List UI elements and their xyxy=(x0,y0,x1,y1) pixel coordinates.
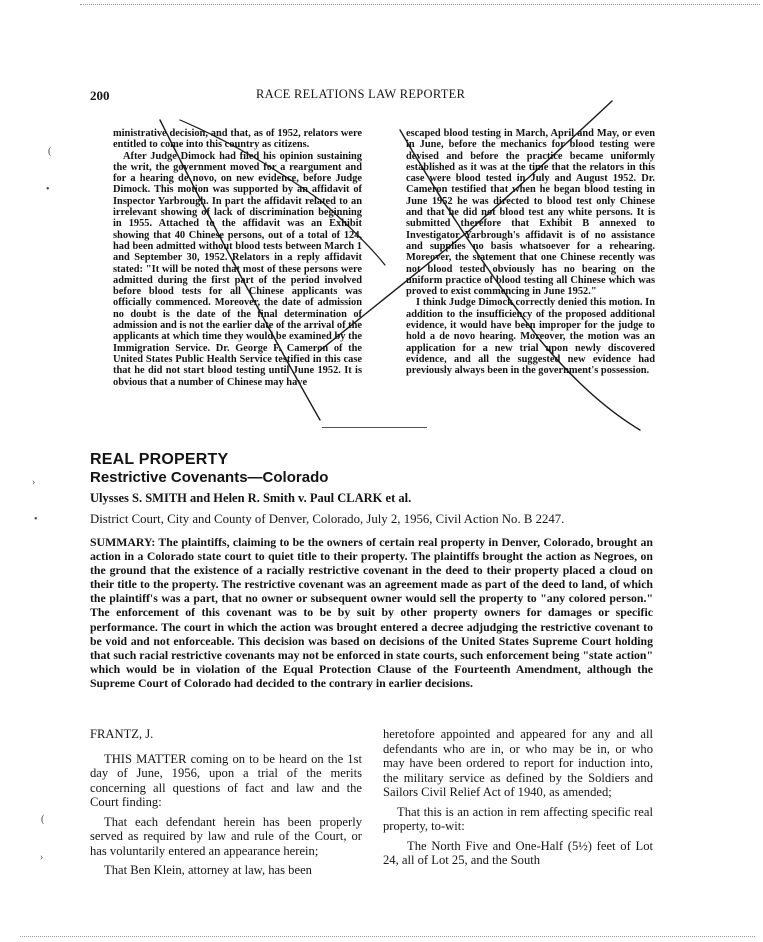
top-scan-edge xyxy=(80,4,760,5)
top-right-paragraph: I think Judge Dimock correctly denied this motion. In addition to the insufficiency of the proposed additional evidence, it would have been improper for the judge to hold a de novo hearing. Moreover, the motion was an application for a new trial upon newly discovered evidence, and all the suggested new evidence had previously always been in the government's possession. xyxy=(406,297,655,377)
margin-mark: › xyxy=(32,477,36,488)
margin-mark: • xyxy=(46,184,50,195)
opinion-left-column xyxy=(90,727,362,883)
opinion-paragraph: That each defendant herein has been properly served as required by law and rule of the Court, or has voluntarily entered an appearance herein; xyxy=(90,814,362,858)
margin-mark: › xyxy=(40,852,44,863)
running-head: RACE RELATIONS LAW REPORTER xyxy=(256,87,466,101)
top-right-paragraph: escaped blood testing in March, April and May, or even in June, before the mechanics for blood testing were devised and before the practice became uniformly established as it was at the time that the relators in this case were blood tested in July and August 1952. Dr. Cameron testified that when he began blood testing in June 1952 he was directed to blood test only Chinese and that he did not blood test any white persons. It is submitted therefore that Exhibit B annexed to Investigator Yarbrough's affidavit is of no assistance and supplies no basis whatsoever for a rehearing. Moreover, the statement that one Chinese recently was not blood tested obviously has no bearing on the uniform practice of blood testing all Chinese which was proved to exist commencing in June 1952." xyxy=(406,128,655,298)
opinion-paragraph: That Ben Klein, attorney at law, has been xyxy=(104,863,312,877)
court-line: District Court, City and County of Denver, Colorado, July 2, 1956, Civil Action No. B 2247. xyxy=(90,512,565,526)
bottom-scan-edge xyxy=(20,936,755,937)
opinion-right-column xyxy=(383,727,653,868)
top-left-paragraph: ministrative decision, and that, as of 1952, relators were entitled to come into this country as citizens. xyxy=(113,128,362,151)
opinion-paragraph: That this is an action in rem affecting specific real property, to-wit: xyxy=(383,804,653,833)
margin-mark: • xyxy=(34,514,38,525)
page-number: 200 xyxy=(90,88,110,103)
top-left-column xyxy=(113,128,362,388)
case-title: Ulysses S. SMITH and Helen R. Smith v. Paul CLARK et al. xyxy=(90,491,412,505)
top-left-paragraph: After Judge Dimock had filed his opinion sustaining the writ, the government moved for a reargument and for a hearing de novo, on new evidence, before Judge Dimock. This motion was supported by an affidavit of Inspector Yarbrough. In part the affidavit related to an irrelevant showing of lack of discrimination beginning in 1955. Attached to the affidavit was an Exhibit showing that 40 Chinese persons, out of a total of 124, had been admitted without blood tests between March 1 and September 30, 1952. Relators in a reply affidavit stated: "It will be noted that most of these persons were admitted during the first part of the period involved before blood tests for all Chinese applicants was officially commenced. Moreover, the date of admission no doubt is the date of the final determination of admission and is not the earlier date of the arrival of the applicants at which time they would be examined by the Immigration Service. Dr. George F. Cameron of the United States Public Health Service testified in this case that he did not start blood testing until June 1952. It is obvious that a number of Chinese may have xyxy=(113,150,362,388)
section-divider xyxy=(322,427,427,428)
judge-name: FRANTZ, J. xyxy=(90,727,154,741)
section-title: REAL PROPERTY xyxy=(90,451,229,468)
opinion-paragraph: The North Five and One-Half (5½) feet of Lot 24, all of Lot 25, and the South xyxy=(383,838,653,867)
top-right-column xyxy=(406,128,655,377)
case-summary: SUMMARY: The plaintiffs, claiming to be the owners of certain real property in Denver, Colorado, brought an action in a Colorado state court to quiet title to their property. The plaintiffs brought the action as Negroes, on the ground that the existence of a racially restrictive covenant in the deed to their property placed a cloud on their title to the property. The restrictive covenant was an agreement made as part of the deed to land, of which the plaintiff's was a part, that no owner or subsequent owner would sell the property to "any colored person." The enforcement of this covenant was to be by suit by other property owners for damages or specific performance. The court in which the action was brought entered a decree adjudging the restrictive covenant to be void and not enforceable. This decision was based on decisions of the United States Supreme Court holding that such racial restrictive covenants may not be enforced in state courts, such enforcement being "state action" which would be in violation of the Equal Protection Clause of the Fourteenth Amendment, although the Supreme Court of Colorado had decided to the contrary in earlier decisions. xyxy=(90,535,653,690)
section-subtitle: Restrictive Covenants—Colorado xyxy=(90,469,329,486)
margin-mark: ( xyxy=(41,814,45,825)
margin-mark: ( xyxy=(48,146,52,157)
opinion-paragraph: heretofore appointed and appeared for any and all defendants who are in, or who may be in, or who may have been ordered to report for induction into, the military service as defined by the Soldiers and Sailors Civil Relief Act of 1940, as amended; xyxy=(383,727,653,799)
opinion-paragraph: THIS MATTER coming on to be heard on the 1st day of June, 1956, upon a trial of the merits concerning all questions of fact and law and the Court finding: xyxy=(90,751,362,809)
